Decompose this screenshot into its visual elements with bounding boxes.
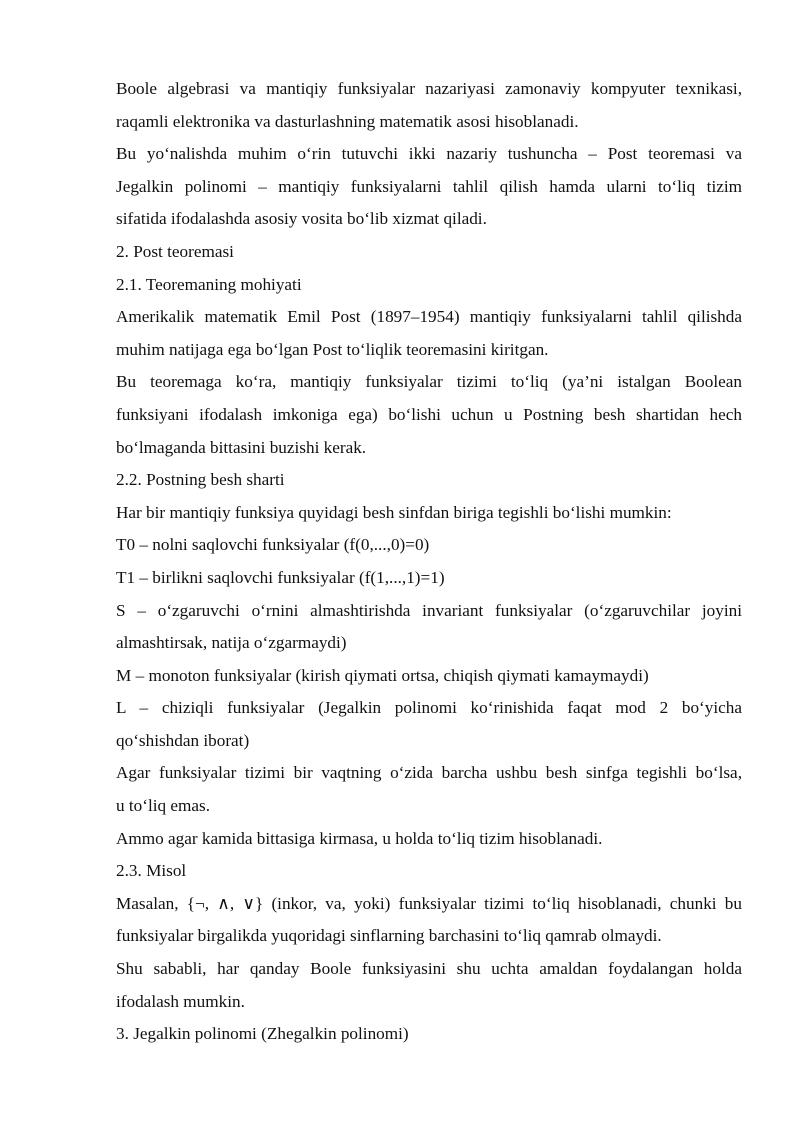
list-item: L – chiziqli funksiyalar (Jegalkin polinomi ko‘rinishida faqat mod 2 bo‘yicha — [116, 698, 742, 718]
section-heading: 2. Post teoremasi — [116, 241, 234, 261]
list-item: T1 – birlikni saqlovchi funksiyalar (f(1,...,1)=1) — [116, 567, 445, 587]
subsection-heading: 2.3. Misol — [116, 861, 187, 881]
list-item: T0 – nolni saqlovchi funksiyalar (f(0,...,0)=0) — [116, 535, 430, 555]
text-line: Bu yo‘nalishda muhim o‘rin tutuvchi ikki nazariy tushuncha – Post teoremasi va — [116, 144, 742, 164]
text-line: Shu sababli, har qanday Boole funksiyasini shu uchta amaldan foydalangan holda — [116, 959, 742, 979]
text-line: Jegalkin polinomi – mantiqiy funksiyalarni tahlil qilish hamda ularni to‘liq tizim — [116, 176, 742, 196]
subsection-heading: 2.1. Teoremaning mohiyati — [116, 274, 302, 294]
text-line: ifodalash mumkin. — [116, 991, 245, 1011]
text-line: u to‘liq emas. — [116, 796, 211, 816]
text-line: Har bir mantiqiy funksiya quyidagi besh sinfdan biriga tegishli bo‘lishi mumkin: — [116, 502, 672, 522]
text-line: Amerikalik matematik Emil Post (1897–1954) mantiqiy funksiyalarni tahlil qilishda — [116, 307, 742, 327]
text-line: Ammo agar kamida bittasiga kirmasa, u holda to‘liq tizim hisoblanadi. — [116, 828, 603, 848]
text-line: raqamli elektronika va dasturlashning matematik asosi hisoblanadi. — [116, 111, 579, 131]
text-line: sifatida ifodalashda asosiy vosita bo‘lib xizmat qiladi. — [116, 209, 487, 229]
list-item: S – o‘zgaruvchi o‘rnini almashtirishda invariant funksiyalar (o‘zgaruvchilar joyini — [116, 600, 742, 620]
text-line: Bu teoremaga ko‘ra, mantiqiy funksiyalar tizimi to‘liq (ya’ni istalgan Boolean — [116, 372, 742, 392]
list-item: M – monoton funksiyalar (kirish qiymati ortsa, chiqish qiymati kamaymaydi) — [116, 665, 649, 685]
text-line: almashtirsak, natija o‘zgarmaydi) — [116, 633, 347, 653]
text-line: muhim natijaga ega bo‘lgan Post to‘liqlik teoremasini kiritgan. — [116, 339, 549, 359]
text-line: bo‘lmaganda bittasini buzishi kerak. — [116, 437, 367, 457]
text-line: Boole algebrasi va mantiqiy funksiyalar nazariyasi zamonaviy kompyuter texnikasi, — [116, 79, 742, 98]
text-line: funksiyani ifodalash imkoniga ega) bo‘lishi uchun u Postning besh shartidan hech — [116, 404, 742, 424]
text-line: qo‘shishdan iborat) — [116, 730, 250, 750]
text-line: Agar funksiyalar tizimi bir vaqtning o‘zida barcha ushbu besh sinfga tegishli bo‘lsa, — [116, 763, 742, 783]
section-heading: 3. Jegalkin polinomi (Zhegalkin polinomi) — [116, 1024, 409, 1044]
text-line: funksiyalar birgalikda yuqoridagi sinflarning barchasini to‘liq qamrab olmaydi. — [116, 926, 662, 946]
subsection-heading: 2.2. Postning besh sharti — [116, 470, 285, 490]
text-line: Masalan, {¬, ∧, ∨} (inkor, va, yoki) funksiyalar tizimi to‘liq hisoblanadi, chunki bu — [116, 893, 742, 913]
